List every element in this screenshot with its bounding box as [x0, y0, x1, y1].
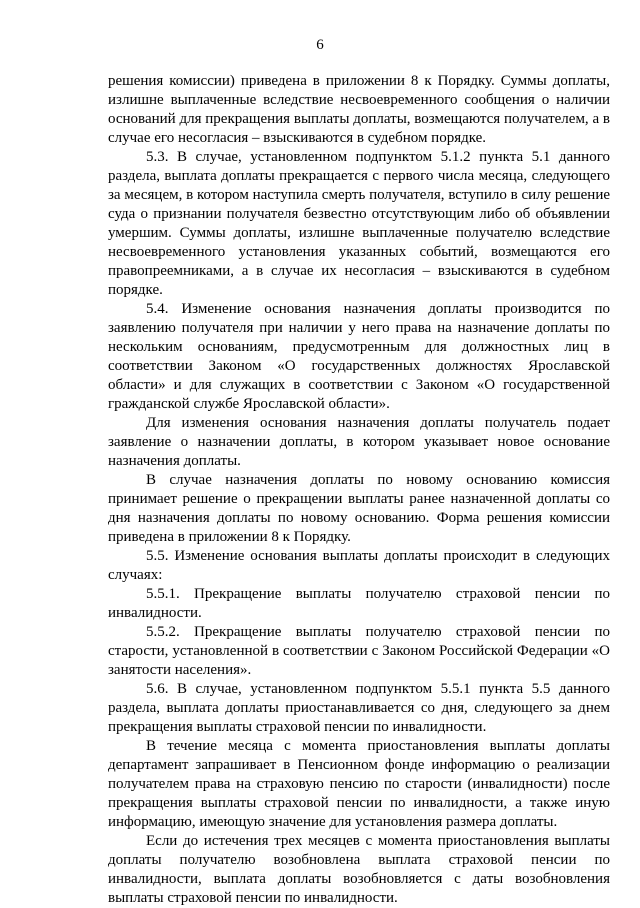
paragraph-5-4: 5.4. Изменение основания назначения доплаты производится по заявлению получателя при наличии у него права на назначение доплаты по нескольким основаниям, предусмотренным для должностных лиц в соответствии Законом «О государственных должностях Ярославской области» и для служащих в соответствии с Законом «О государственной гражданской службе Ярославской области». [108, 301, 610, 412]
paragraph-5-6: 5.6. В случае, установленном подпунктом 5.5.1 пункта 5.5 данного раздела, выплата доплаты приостанавливается со дня, следующего за днем прекращения выплаты страховой пенсии по инвалидности. [108, 681, 610, 735]
paragraph-resumption: Если до истечения трех месяцев с момента приостановления выплаты доплаты получателю возобновлена выплата страховой пенсии по инвалидности, выплата доплаты возобновляется с даты возобновления выплаты страховой пенсии по инвалидности. [108, 833, 610, 906]
paragraph-5-3: 5.3. В случае, установленном подпунктом 5.1.2 пункта 5.1 данного раздела, выплата доплаты прекращается с первого числа месяца, следующего за месяцем, в котором наступила смерть получателя, вступило в силу решение суда о признании получателя безвестно отсутствующим либо об объявлении умершим. Суммы доплаты, излишне выплаченные получателю вследствие несвоевременного установления указанных событий, возмещаются его правопреемниками, а в случае их несогласия – взыскиваются в судебном порядке. [108, 149, 610, 298]
paragraph-pension-fund-request: В течение месяца с момента приостановления выплаты доплаты департамент запрашивает в Пенсионном фонде информацию о реализации получателем права на страховую пенсию по старости (инвалидности) после прекращения выплаты страховой пенсии по инвалидности, а также иную информацию, имеющую значение для установления размера доплаты. [108, 738, 610, 830]
paragraph-5-5-1: 5.5.1. Прекращение выплаты получателю страховой пенсии по инвалидности. [108, 586, 610, 621]
paragraph-change-basis-application: Для изменения основания назначения доплаты получатель подает заявление о назначении доплаты, в котором указывает новое основание назначения доплаты. [108, 415, 610, 469]
paragraph-continuation: решения комиссии) приведена в приложении 8 к Порядку. Суммы доплаты, излишне выплаченные вследствие несвоевременного сообщения о наличии оснований для прекращения выплаты доплаты, возмещаются получателем, а в случае его несогласия – взыскиваются в судебном порядке. [108, 73, 610, 146]
page-number: 6 [316, 37, 324, 53]
document-body [108, 72, 610, 908]
paragraph-5-5: 5.5. Изменение основания выплаты доплаты происходит в следующих случаях: [108, 548, 610, 583]
paragraph-commission-decision: В случае назначения доплаты по новому основанию комиссия принимает решение о прекращении выплаты ранее назначенной доплаты со дня назначения доплаты по новому основанию. Форма решения комиссии приведена в приложении 8 к Порядку. [108, 472, 610, 545]
paragraph-5-5-2: 5.5.2. Прекращение выплаты получателю страховой пенсии по старости, установленной в соответствии с Законом Российской Федерации «О занятости населения». [108, 624, 610, 678]
